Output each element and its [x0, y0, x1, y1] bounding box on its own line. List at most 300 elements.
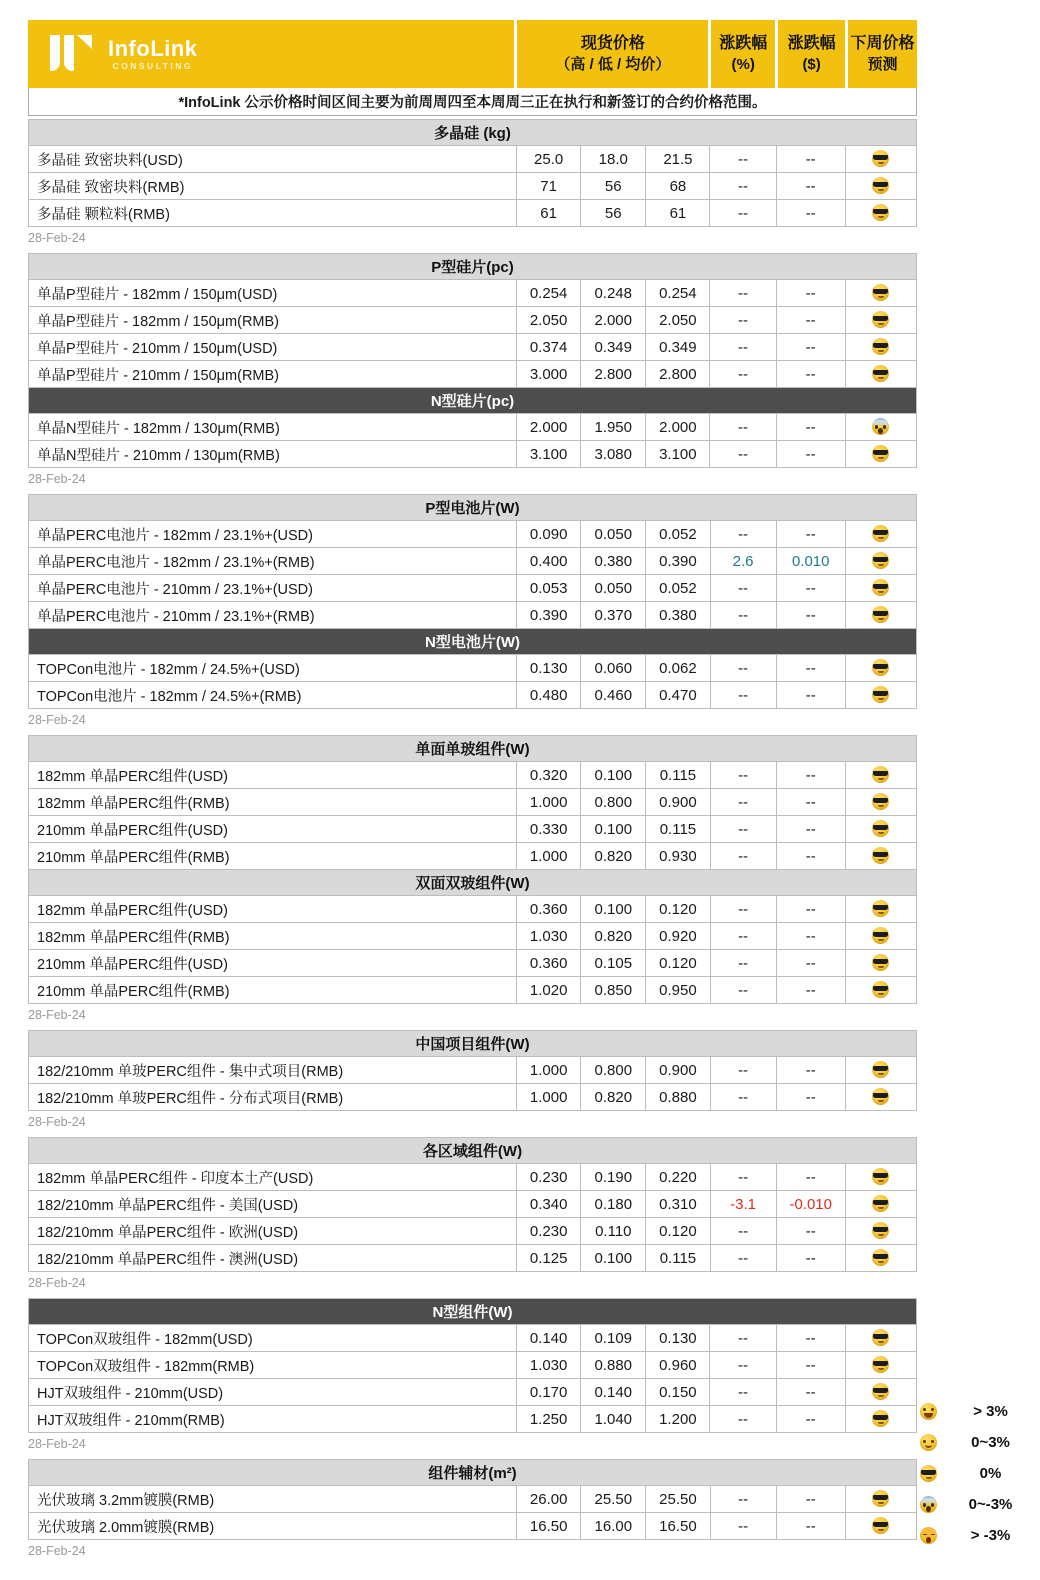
brand-subtitle: CONSULTING: [112, 60, 194, 71]
price-table-block: [28, 1030, 917, 1111]
brand-name: InfoLink: [108, 35, 198, 61]
brand-header-cell: [28, 20, 514, 88]
change-pct: --: [710, 1325, 776, 1352]
forecast-label: 下周价格: [850, 35, 915, 52]
price-low: 1.950: [581, 414, 646, 441]
price-low: 0.100: [581, 896, 646, 923]
price-high: 0.360: [517, 950, 581, 977]
price-report: [28, 20, 917, 1559]
price-avg: 0.254: [646, 280, 710, 307]
table-row: [29, 1379, 917, 1406]
price-high: 1.000: [517, 843, 581, 870]
price-high: 2.050: [517, 307, 581, 334]
change-pct: 2.6: [710, 548, 776, 575]
price-avg: 0.950: [646, 977, 710, 1004]
change-usd: -0.010: [776, 1191, 845, 1218]
forecast-cell: [845, 1057, 916, 1084]
product-name: 光伏玻璃 2.0mm镀膜(RMB): [29, 1513, 517, 1540]
forecast-cell: [845, 1325, 916, 1352]
section-header: N型电池片(W): [29, 629, 917, 655]
product-name: 单晶PERC电池片 - 182mm / 23.1%+(USD): [29, 521, 517, 548]
change-usd: --: [776, 789, 845, 816]
cool-face-icon: [872, 365, 889, 382]
price-low: 0.050: [581, 575, 646, 602]
price-high: 1.030: [517, 923, 581, 950]
product-name: TOPCon双玻组件 - 182mm(RMB): [29, 1352, 517, 1379]
forecast-cell: [845, 977, 916, 1004]
table-row: [29, 521, 917, 548]
product-name: 182mm 单晶PERC组件(RMB): [29, 923, 517, 950]
table-row: [29, 173, 917, 200]
section-header: N型硅片(pc): [29, 388, 917, 414]
price-high: 1.000: [517, 1084, 581, 1111]
section-header: 中国项目组件(W): [29, 1031, 917, 1057]
change-usd: --: [776, 200, 845, 227]
price-high: 1.000: [517, 789, 581, 816]
section-header: N型组件(W): [29, 1299, 917, 1325]
change-pct: --: [710, 575, 776, 602]
table-row: [29, 575, 917, 602]
price-avg: 0.900: [646, 1057, 710, 1084]
change-pct: --: [710, 950, 776, 977]
price-low: 0.460: [581, 682, 646, 709]
legend-item: [920, 1520, 1032, 1551]
change-usd: --: [776, 950, 845, 977]
price-avg: 0.130: [646, 1325, 710, 1352]
forecast-cell: [845, 896, 916, 923]
price-high: 71: [517, 173, 581, 200]
legend-item: [920, 1458, 1032, 1489]
cool-face-icon: [872, 1249, 889, 1266]
product-name: HJT双玻组件 - 210mm(RMB): [29, 1406, 517, 1433]
change-usd: --: [776, 334, 845, 361]
price-avg: 0.052: [646, 575, 710, 602]
price-high: 0.360: [517, 896, 581, 923]
price-avg: 0.470: [646, 682, 710, 709]
price-avg: 0.900: [646, 789, 710, 816]
price-low: 3.080: [581, 441, 646, 468]
price-low: 1.040: [581, 1406, 646, 1433]
product-name: 单晶N型硅片 - 182mm / 130μm(RMB): [29, 414, 517, 441]
forecast-cell: [845, 1245, 916, 1272]
product-name: 单晶PERC电池片 - 182mm / 23.1%+(RMB): [29, 548, 517, 575]
cool-face-icon: [872, 927, 889, 944]
table-row: [29, 1245, 917, 1272]
change-usd: --: [776, 1379, 845, 1406]
price-avg: 0.960: [646, 1352, 710, 1379]
product-name: 单晶PERC电池片 - 210mm / 23.1%+(RMB): [29, 602, 517, 629]
change-usd: --: [776, 1164, 845, 1191]
price-low: 56: [581, 200, 646, 227]
change-usd: --: [776, 655, 845, 682]
product-name: 210mm 单晶PERC组件(RMB): [29, 977, 517, 1004]
change-pct: --: [710, 1486, 776, 1513]
price-high: 1.020: [517, 977, 581, 1004]
date-stamp: 28-Feb-24: [28, 713, 86, 727]
change-pct: --: [710, 361, 776, 388]
cool-face-icon: [872, 954, 889, 971]
price-avg: 3.100: [646, 441, 710, 468]
change-usd: --: [776, 923, 845, 950]
forecast-sublabel: 预测: [867, 56, 898, 73]
legend-label: > 3%: [973, 1403, 1008, 1420]
cool-face-icon: [872, 579, 889, 596]
price-avg: 0.062: [646, 655, 710, 682]
change-pct: --: [710, 1084, 776, 1111]
table-row: [29, 816, 917, 843]
forecast-cell: [845, 307, 916, 334]
forecast-cell: [845, 521, 916, 548]
price-avg: 0.220: [646, 1164, 710, 1191]
change-pct: --: [710, 789, 776, 816]
price-avg: 25.50: [646, 1486, 710, 1513]
cool-face-icon: [872, 1222, 889, 1239]
product-name: 单晶P型硅片 - 182mm / 150μm(USD): [29, 280, 517, 307]
price-high: 26.00: [517, 1486, 581, 1513]
price-low: 0.248: [581, 280, 646, 307]
price-low: 0.370: [581, 602, 646, 629]
change-pct: --: [710, 521, 776, 548]
change-pct: --: [710, 896, 776, 923]
price-low: 0.140: [581, 1379, 646, 1406]
date-stamp: 28-Feb-24: [28, 1437, 86, 1451]
change-pct: --: [710, 816, 776, 843]
table-header-row: [28, 20, 917, 88]
table-row: [29, 334, 917, 361]
column-header-change-usd: [778, 20, 845, 88]
price-high: 1.250: [517, 1406, 581, 1433]
price-low: 18.0: [581, 146, 646, 173]
price-high: 0.400: [517, 548, 581, 575]
legend-dizzy-face-icon: [920, 1527, 937, 1544]
price-avg: 2.000: [646, 414, 710, 441]
cool-face-icon: [872, 686, 889, 703]
price-low: 0.820: [581, 923, 646, 950]
price-low: 25.50: [581, 1486, 646, 1513]
change-usd: --: [776, 1057, 845, 1084]
spot-price-sublabel: （高 / 低 / 均价）: [555, 56, 671, 73]
price-high: 2.000: [517, 414, 581, 441]
price-high: 0.170: [517, 1379, 581, 1406]
price-low: 0.050: [581, 521, 646, 548]
price-low: 0.110: [581, 1218, 646, 1245]
price-avg: 21.5: [646, 146, 710, 173]
cool-face-icon: [872, 150, 889, 167]
price-high: 0.480: [517, 682, 581, 709]
price-high: 61: [517, 200, 581, 227]
change-pct: --: [710, 173, 776, 200]
change-pct: --: [710, 146, 776, 173]
cool-face-icon: [872, 1410, 889, 1427]
column-header-forecast: [848, 20, 917, 88]
forecast-cell: [845, 816, 916, 843]
forecast-cell: [845, 414, 916, 441]
forecast-cell: [845, 361, 916, 388]
forecast-cell: [845, 602, 916, 629]
change-pct-sublabel: (%): [731, 56, 755, 73]
cool-face-icon: [872, 1356, 889, 1373]
table-row: [29, 1406, 917, 1433]
price-high: 3.000: [517, 361, 581, 388]
price-high: 0.125: [517, 1245, 581, 1272]
date-stamp: 28-Feb-24: [28, 1008, 86, 1022]
change-pct: --: [710, 1164, 776, 1191]
cool-face-icon: [872, 177, 889, 194]
table-row: [29, 1164, 917, 1191]
change-pct: --: [710, 1057, 776, 1084]
table-row: [29, 146, 917, 173]
change-usd: --: [776, 762, 845, 789]
legend-item: [920, 1489, 1032, 1520]
change-pct: --: [710, 1513, 776, 1540]
table-row: [29, 1191, 917, 1218]
cool-face-icon: [872, 1088, 889, 1105]
cool-face-icon: [872, 284, 889, 301]
price-high: 1.030: [517, 1352, 581, 1379]
price-low: 0.349: [581, 334, 646, 361]
price-avg: 0.052: [646, 521, 710, 548]
product-name: HJT双玻组件 - 210mm(USD): [29, 1379, 517, 1406]
forecast-cell: [845, 1486, 916, 1513]
change-usd: --: [776, 1352, 845, 1379]
price-avg: 2.050: [646, 307, 710, 334]
change-usd: --: [776, 146, 845, 173]
change-usd-label: 涨跌幅: [787, 35, 836, 52]
table-row: [29, 762, 917, 789]
change-usd: --: [776, 1325, 845, 1352]
price-low: 0.180: [581, 1191, 646, 1218]
price-avg: 1.200: [646, 1406, 710, 1433]
price-low: 2.000: [581, 307, 646, 334]
table-row: [29, 923, 917, 950]
date-stamp: 28-Feb-24: [28, 472, 86, 486]
forecast-cell: [845, 146, 916, 173]
forecast-cell: [845, 280, 916, 307]
change-usd: --: [776, 173, 845, 200]
price-high: 0.340: [517, 1191, 581, 1218]
price-table-block: [28, 119, 917, 227]
change-usd: --: [776, 1084, 845, 1111]
cool-face-icon: [872, 1195, 889, 1212]
cool-face-icon: [872, 900, 889, 917]
price-high: 0.053: [517, 575, 581, 602]
price-avg: 61: [646, 200, 710, 227]
price-low: 0.800: [581, 789, 646, 816]
brand-text: [108, 37, 198, 72]
cool-face-icon: [872, 766, 889, 783]
change-pct: --: [710, 334, 776, 361]
spot-price-label: 现货价格: [580, 35, 645, 52]
table-row: [29, 896, 917, 923]
forecast-cell: [845, 441, 916, 468]
product-name: TOPCon电池片 - 182mm / 24.5%+(USD): [29, 655, 517, 682]
product-name: 182/210mm 单晶PERC组件 - 美国(USD): [29, 1191, 517, 1218]
change-pct: --: [710, 762, 776, 789]
product-name: 单晶PERC电池片 - 210mm / 23.1%+(USD): [29, 575, 517, 602]
column-header-change-pct: [711, 20, 775, 88]
price-high: 0.390: [517, 602, 581, 629]
legend-item: [920, 1427, 1032, 1458]
legend-label: 0%: [979, 1465, 1002, 1482]
change-usd: --: [776, 1245, 845, 1272]
change-pct-label: 涨跌幅: [719, 35, 768, 52]
forecast-cell: [845, 1218, 916, 1245]
change-usd: --: [776, 682, 845, 709]
product-name: 182/210mm 单玻PERC组件 - 分布式项目(RMB): [29, 1084, 517, 1111]
price-table-block: [28, 1459, 917, 1540]
change-pct: --: [710, 977, 776, 1004]
change-usd: --: [776, 843, 845, 870]
legend-label: 0~-3%: [968, 1496, 1013, 1513]
cool-face-icon: [872, 981, 889, 998]
change-pct: --: [710, 602, 776, 629]
product-name: 多晶硅 致密块料(USD): [29, 146, 517, 173]
section-header: P型电池片(W): [29, 495, 917, 521]
price-high: 0.330: [517, 816, 581, 843]
price-low: 0.100: [581, 1245, 646, 1272]
price-high: 0.130: [517, 655, 581, 682]
forecast-cell: [845, 1513, 916, 1540]
change-pct: --: [710, 414, 776, 441]
change-usd: --: [776, 280, 845, 307]
product-name: 单晶P型硅片 - 210mm / 150μm(USD): [29, 334, 517, 361]
scream-face-icon: [872, 418, 889, 435]
change-pct: --: [710, 200, 776, 227]
change-usd: --: [776, 441, 845, 468]
change-usd-sublabel: ($): [802, 56, 821, 73]
price-avg: 0.310: [646, 1191, 710, 1218]
section-header: 多晶硅 (kg): [29, 120, 917, 146]
legend-cool-face-icon: [920, 1465, 937, 1482]
price-low: 0.820: [581, 843, 646, 870]
price-table-block: [28, 494, 917, 709]
table-row: [29, 280, 917, 307]
product-name: 210mm 单晶PERC组件(RMB): [29, 843, 517, 870]
legend-item: [920, 1396, 1032, 1427]
price-low: 0.380: [581, 548, 646, 575]
table-row: [29, 977, 917, 1004]
cool-face-icon: [872, 204, 889, 221]
price-avg: 0.349: [646, 334, 710, 361]
product-name: 182mm 单晶PERC组件 - 印度本土产(USD): [29, 1164, 517, 1191]
date-stamp: 28-Feb-24: [28, 1544, 86, 1558]
price-table-block: [28, 1298, 917, 1433]
cool-face-icon: [872, 525, 889, 542]
section-header: 各区域组件(W): [29, 1138, 917, 1164]
product-name: 210mm 单晶PERC组件(USD): [29, 950, 517, 977]
price-high: 0.230: [517, 1164, 581, 1191]
price-low: 0.800: [581, 1057, 646, 1084]
price-high: 16.50: [517, 1513, 581, 1540]
product-name: 182mm 单晶PERC组件(USD): [29, 896, 517, 923]
price-high: 3.100: [517, 441, 581, 468]
cool-face-icon: [872, 820, 889, 837]
table-row: [29, 843, 917, 870]
change-usd: --: [776, 1486, 845, 1513]
forecast-legend: [920, 1396, 1032, 1551]
price-avg: 0.115: [646, 762, 710, 789]
change-pct: --: [710, 1406, 776, 1433]
price-avg: 0.880: [646, 1084, 710, 1111]
price-avg: 16.50: [646, 1513, 710, 1540]
table-row: [29, 414, 917, 441]
cool-face-icon: [872, 1517, 889, 1534]
price-low: 56: [581, 173, 646, 200]
product-name: 光伏玻璃 3.2mm镀膜(RMB): [29, 1486, 517, 1513]
price-avg: 0.120: [646, 896, 710, 923]
change-usd: 0.010: [776, 548, 845, 575]
price-avg: 0.120: [646, 1218, 710, 1245]
change-pct: --: [710, 441, 776, 468]
change-pct: --: [710, 923, 776, 950]
price-table-block: [28, 1137, 917, 1272]
date-stamp: 28-Feb-24: [28, 231, 86, 245]
change-pct: --: [710, 843, 776, 870]
table-row: [29, 682, 917, 709]
change-pct: -3.1: [710, 1191, 776, 1218]
forecast-cell: [845, 682, 916, 709]
cool-face-icon: [872, 1168, 889, 1185]
price-avg: 0.390: [646, 548, 710, 575]
price-avg: 0.920: [646, 923, 710, 950]
table-row: [29, 789, 917, 816]
change-usd: --: [776, 414, 845, 441]
price-low: 0.100: [581, 762, 646, 789]
price-high: 0.140: [517, 1325, 581, 1352]
cool-face-icon: [872, 1490, 889, 1507]
table-row: [29, 1352, 917, 1379]
product-name: 182mm 单晶PERC组件(RMB): [29, 789, 517, 816]
price-avg: 0.120: [646, 950, 710, 977]
product-name: TOPCon双玻组件 - 182mm(USD): [29, 1325, 517, 1352]
legend-scream-face-icon: [920, 1496, 937, 1513]
legend-laugh-face-icon: [920, 1403, 937, 1420]
change-usd: --: [776, 896, 845, 923]
cool-face-icon: [872, 311, 889, 328]
price-high: 0.090: [517, 521, 581, 548]
table-row: [29, 1057, 917, 1084]
price-period-note: *InfoLink 公示价格时间区间主要为前周周四至本周周三正在执行和新签订的合约价格范围。: [28, 88, 917, 116]
cool-face-icon: [872, 1329, 889, 1346]
change-usd: --: [776, 816, 845, 843]
change-pct: --: [710, 1245, 776, 1272]
table-row: [29, 1486, 917, 1513]
forecast-cell: [845, 1379, 916, 1406]
change-usd: --: [776, 521, 845, 548]
price-low: 0.100: [581, 816, 646, 843]
cool-face-icon: [872, 552, 889, 569]
price-low: 0.850: [581, 977, 646, 1004]
legend-smile-face-icon: [920, 1434, 937, 1451]
cool-face-icon: [872, 445, 889, 462]
table-row: [29, 1513, 917, 1540]
price-high: 0.374: [517, 334, 581, 361]
change-pct: --: [710, 1352, 776, 1379]
price-table-block: [28, 253, 917, 468]
forecast-cell: [845, 762, 916, 789]
price-high: 1.000: [517, 1057, 581, 1084]
change-pct: --: [710, 280, 776, 307]
price-high: 25.0: [517, 146, 581, 173]
section-header: 单面单玻组件(W): [29, 736, 917, 762]
forecast-cell: [845, 843, 916, 870]
forecast-cell: [845, 655, 916, 682]
product-name: TOPCon电池片 - 182mm / 24.5%+(RMB): [29, 682, 517, 709]
section-header: P型硅片(pc): [29, 254, 917, 280]
forecast-cell: [845, 789, 916, 816]
price-avg: 0.150: [646, 1379, 710, 1406]
change-pct: --: [710, 1379, 776, 1406]
